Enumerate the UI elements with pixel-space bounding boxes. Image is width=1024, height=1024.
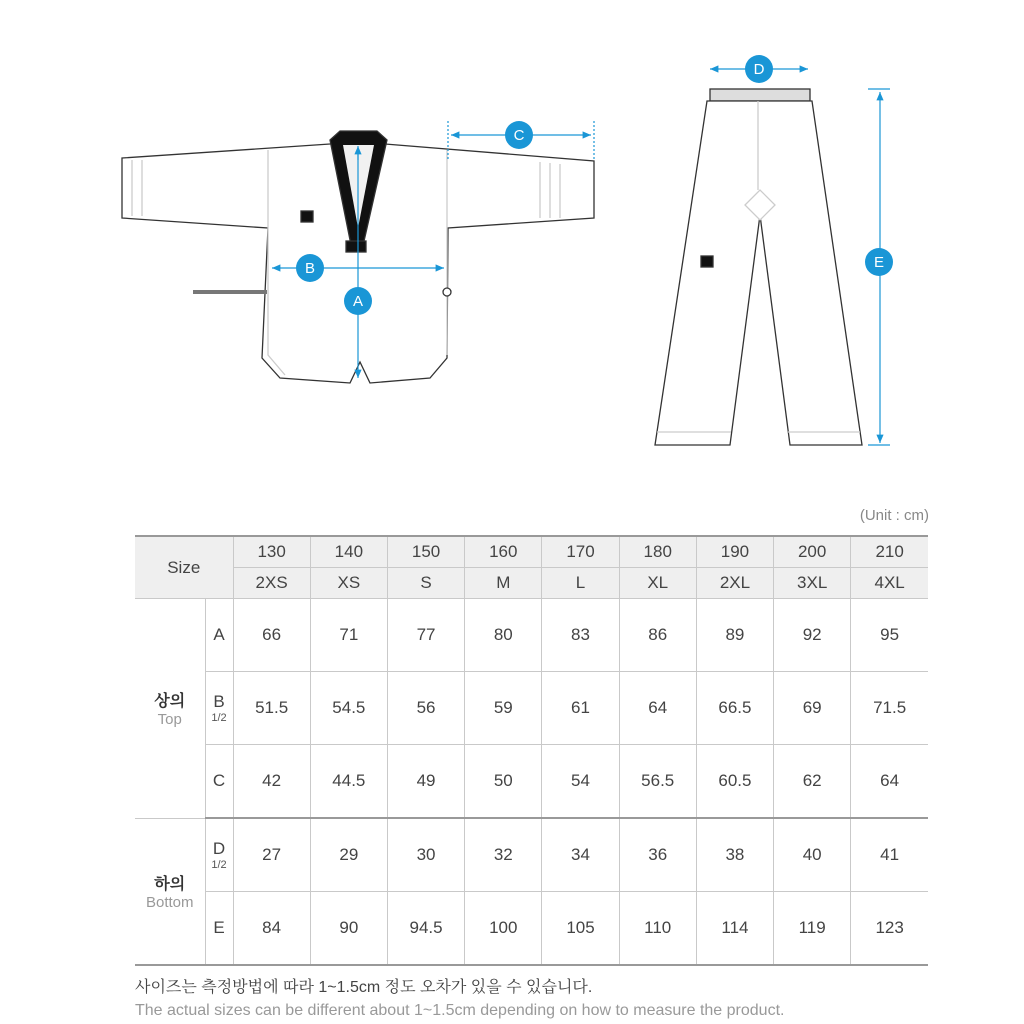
group-label-ko: 상의 bbox=[154, 693, 186, 711]
marker-c bbox=[505, 121, 533, 149]
height-header: 140 bbox=[310, 536, 387, 568]
height-header: 180 bbox=[619, 536, 696, 568]
size-code-header: 3XL bbox=[774, 568, 851, 599]
uniform-diagram bbox=[0, 0, 1024, 480]
value-cell: 32 bbox=[465, 818, 542, 892]
group-label bbox=[135, 599, 205, 819]
size-code-header: XL bbox=[619, 568, 696, 599]
table-row bbox=[135, 672, 928, 745]
value-cell: 123 bbox=[851, 892, 928, 966]
value-cell: 36 bbox=[619, 818, 696, 892]
measure-key bbox=[205, 672, 233, 745]
value-cell: 94.5 bbox=[387, 892, 464, 966]
value-cell: 62 bbox=[774, 745, 851, 819]
marker-e bbox=[865, 248, 893, 276]
height-header: 170 bbox=[542, 536, 619, 568]
value-cell: 64 bbox=[851, 745, 928, 819]
measure-key bbox=[205, 745, 233, 819]
measure-key-letter: B bbox=[213, 692, 225, 711]
measure-key-letter: A bbox=[213, 625, 225, 644]
size-header: Size bbox=[135, 536, 233, 599]
value-cell: 54.5 bbox=[310, 672, 387, 745]
table-row bbox=[135, 745, 928, 819]
value-cell: 44.5 bbox=[310, 745, 387, 819]
value-cell: 80 bbox=[465, 599, 542, 672]
height-header: 190 bbox=[696, 536, 773, 568]
value-cell: 56 bbox=[387, 672, 464, 745]
height-header: 130 bbox=[233, 536, 310, 568]
value-cell: 86 bbox=[619, 599, 696, 672]
svg-text:C: C bbox=[513, 127, 525, 144]
value-cell: 71 bbox=[310, 599, 387, 672]
value-cell: 92 bbox=[774, 599, 851, 672]
value-cell: 51.5 bbox=[233, 672, 310, 745]
value-cell: 105 bbox=[542, 892, 619, 966]
table-row bbox=[135, 818, 928, 892]
measure-key-letter: D bbox=[212, 839, 226, 858]
value-cell: 90 bbox=[310, 892, 387, 966]
measure-key bbox=[205, 818, 233, 892]
svg-text:D: D bbox=[753, 61, 765, 78]
height-header: 150 bbox=[387, 536, 464, 568]
size-code-header: 4XL bbox=[851, 568, 928, 599]
value-cell: 89 bbox=[696, 599, 773, 672]
value-cell: 30 bbox=[387, 818, 464, 892]
header-row-heights bbox=[135, 536, 928, 568]
value-cell: 71.5 bbox=[851, 672, 928, 745]
note-english: The actual sizes can be different about 1~1.5cm depending on how to measure the product. bbox=[135, 1002, 785, 1019]
table-row bbox=[135, 599, 928, 672]
value-cell: 40 bbox=[774, 818, 851, 892]
value-cell: 29 bbox=[310, 818, 387, 892]
size-code-header: M bbox=[465, 568, 542, 599]
value-cell: 38 bbox=[696, 818, 773, 892]
value-cell: 119 bbox=[774, 892, 851, 966]
height-header: 160 bbox=[465, 536, 542, 568]
size-code-header: 2XL bbox=[696, 568, 773, 599]
value-cell: 100 bbox=[465, 892, 542, 966]
pants-drawing bbox=[655, 89, 862, 445]
value-cell: 56.5 bbox=[619, 745, 696, 819]
value-cell: 50 bbox=[465, 745, 542, 819]
measure-key-letter: E bbox=[213, 918, 225, 937]
value-cell: 60.5 bbox=[696, 745, 773, 819]
value-cell: 77 bbox=[387, 599, 464, 672]
svg-text:A: A bbox=[352, 293, 364, 310]
value-cell: 49 bbox=[387, 745, 464, 819]
value-cell: 83 bbox=[542, 599, 619, 672]
height-header: 210 bbox=[851, 536, 928, 568]
group-label bbox=[135, 818, 205, 965]
marker-a bbox=[344, 287, 372, 315]
marker-b bbox=[296, 254, 324, 282]
value-cell: 54 bbox=[542, 745, 619, 819]
unit-label: (Unit : cm) bbox=[859, 507, 929, 524]
value-cell: 64 bbox=[619, 672, 696, 745]
height-header: 200 bbox=[774, 536, 851, 568]
size-table bbox=[135, 535, 928, 966]
value-cell: 59 bbox=[465, 672, 542, 745]
value-cell: 27 bbox=[233, 818, 310, 892]
measure-key bbox=[205, 599, 233, 672]
value-cell: 42 bbox=[233, 745, 310, 819]
measure-key bbox=[205, 892, 233, 966]
size-code-header: 2XS bbox=[233, 568, 310, 599]
value-cell: 61 bbox=[542, 672, 619, 745]
value-cell: 84 bbox=[233, 892, 310, 966]
value-cell: 34 bbox=[542, 818, 619, 892]
note-korean: 사이즈는 측정방법에 따라 1~1.5cm 정도 오차가 있을 수 있습니다. bbox=[135, 979, 593, 996]
value-cell: 95 bbox=[851, 599, 928, 672]
svg-text:E: E bbox=[873, 254, 885, 271]
table-row bbox=[135, 892, 928, 966]
size-code-header: L bbox=[542, 568, 619, 599]
value-cell: 114 bbox=[696, 892, 773, 966]
value-cell: 66 bbox=[233, 599, 310, 672]
svg-text:B: B bbox=[304, 260, 316, 277]
size-code-header: S bbox=[387, 568, 464, 599]
size-code-header: XS bbox=[310, 568, 387, 599]
value-cell: 66.5 bbox=[696, 672, 773, 745]
measure-key-letter: C bbox=[212, 771, 226, 790]
header-row-sizes bbox=[135, 568, 928, 599]
group-label-en: Top bbox=[157, 711, 182, 729]
value-cell: 41 bbox=[851, 818, 928, 892]
group-label-ko: 하의 bbox=[154, 876, 186, 894]
marker-d bbox=[745, 55, 773, 83]
half-note: 1/2 bbox=[211, 712, 227, 724]
group-label-en: Bottom bbox=[145, 894, 194, 912]
value-cell: 69 bbox=[774, 672, 851, 745]
half-note: 1/2 bbox=[211, 859, 227, 871]
value-cell: 110 bbox=[619, 892, 696, 966]
